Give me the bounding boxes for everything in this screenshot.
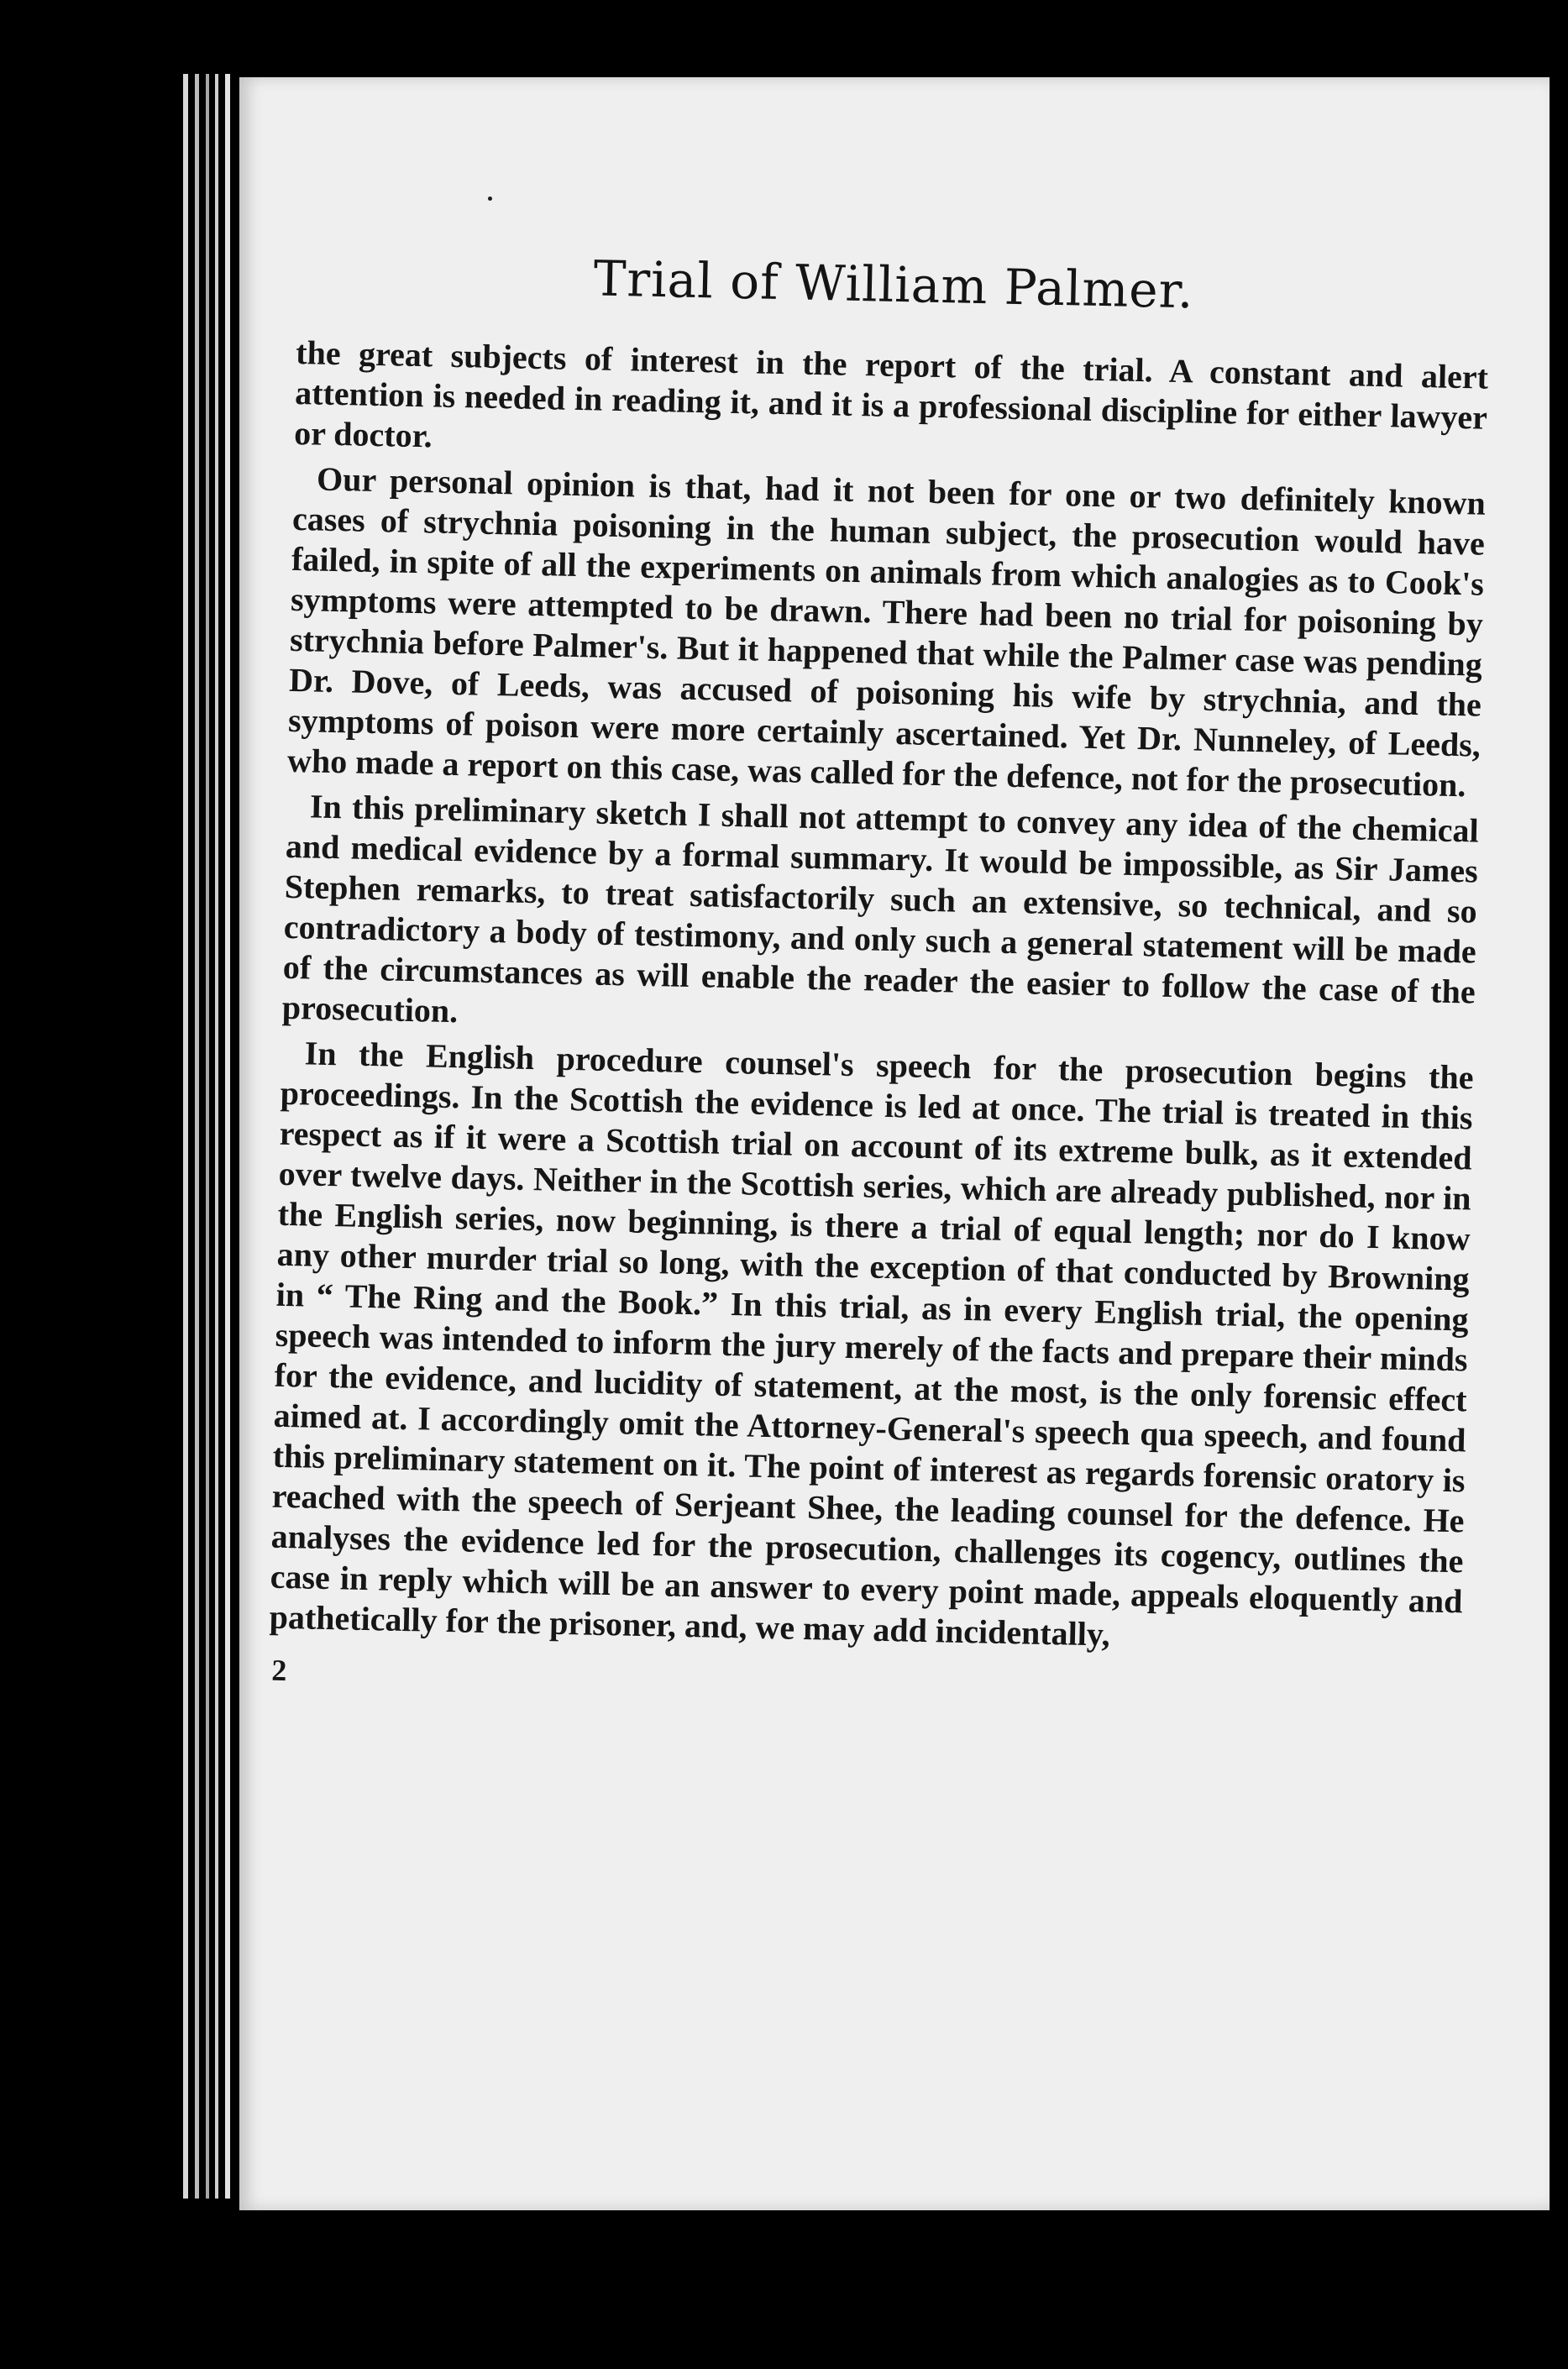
dust-speck — [488, 197, 492, 201]
page-edge — [225, 74, 230, 2199]
paragraph: In the English procedure counsel's speech for the prosecution begins the proceedings. In the Scottish the evidence is led at once. The trial is treated in this respect as if it were a Scottish trial on account of its extreme bulk, as it extended over twelve days. Neither in the Scottish series, which are already published, nor in the English series, now beginning, is there a trial of equal length; nor do I know any other murder trial so long, with the exception of that conducted by Browning in “ The Ring and the Book.” In this trial, as in every English trial, the opening speech was intended to inform the jury merely of the facts and prepare their minds for the evidence, and lucidity of statement, at the most, is the only forensic effect aimed at. I accordingly omit the Attorney-General's speech qua speech, and found this preliminary statement on it. The point of interest as regards forensic oratory is reached with the speech of Serjeant Shee, the leading counsel for the defence. He analyses the evidence led for the prosecution, challenges its cogency, outlines the case in reply which will be an answer to every point made, appeals eloquently and pathetically for the prisoner, and, we may add incidentally, — [269, 1034, 1474, 1654]
page-number: 2 — [270, 1653, 287, 1688]
page-edge — [206, 74, 209, 2199]
page-edge — [183, 74, 188, 2199]
page-edge — [215, 74, 218, 2199]
page-content — [258, 244, 1490, 2183]
paragraph: In this preliminary sketch I shall not attempt to convey any idea of the chemical and medical evidence by a formal summary. It would be impossible, as Sir James Stephen remarks, to treat satisfactorily such an extensive, so technical, and so contradictory a body of testimony, and only such a general statement will be made of the circumstances as will enable the reader the easier to follow the case of the prosecution. — [281, 787, 1480, 1030]
paragraph: Our personal opinion is that, had it not been for one or two definitely known cases of strychnia poisoning in the human subject, the prosecution would have failed, in spite of all the experiments on animals from which analogies as to Cook's symptoms were attempted to be drawn. There had been no trial for poisoning by strychnia before Palmer's. But it happened that while the Palmer case was pending Dr. Dove, of Leeds, was accused of poisoning his wife by strychnia, and the symptoms of poison were more certainly ascertained. Yet Dr. Nunneley, of Leeds, who made a report on this case, was called for the defence, not for the prosecution. — [286, 459, 1487, 805]
body-text — [269, 333, 1488, 1662]
running-head: Trial of William Palmer. — [593, 249, 1195, 320]
paragraph: the great subjects of interest in the report of the trial. A constant and alert attention is needed in reading it, and it is a professional discipline for either lawyer or doctor. — [293, 333, 1489, 455]
page-edge — [195, 74, 199, 2199]
